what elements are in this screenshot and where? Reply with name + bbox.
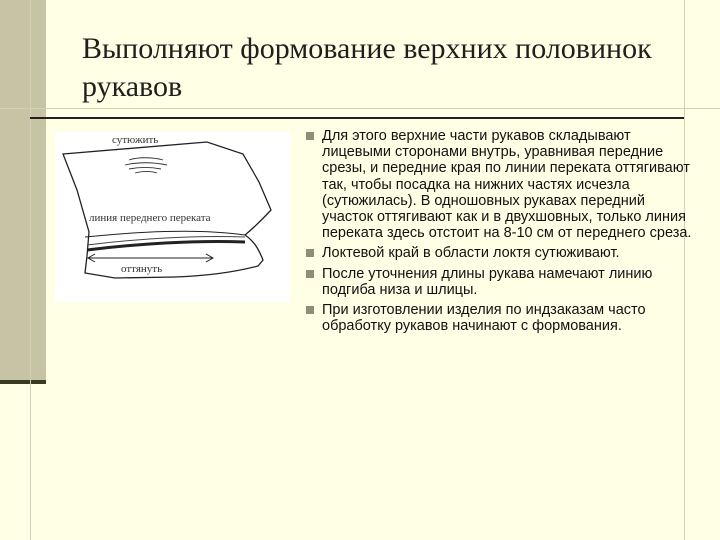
- left-accent-bar-edge: [0, 380, 46, 384]
- decorative-grid-line: [0, 108, 720, 109]
- left-accent-bar: [0, 0, 46, 383]
- bullet-text: После уточнения длины рукава намечают линию подгиба низа и шлицы.: [322, 265, 653, 298]
- slide-title: Выполняют формование верхних половинок рукавов: [82, 32, 652, 103]
- label-stretch: оттянуть: [121, 263, 163, 275]
- title-underline: [30, 117, 684, 119]
- square-bullet-icon: [306, 306, 314, 314]
- label-shrink: сутюжить: [112, 134, 159, 146]
- list-item: [306, 266, 696, 298]
- label-front-fold-line: линия переднего переката: [89, 212, 211, 224]
- decorative-grid-line: [30, 0, 31, 540]
- sleeve-diagram: [55, 132, 290, 302]
- square-bullet-icon: [306, 249, 314, 257]
- bullet-text: Для этого верхние части рукавов складывают лицевыми сторонами внутрь, уравнивая передние срезы, и передние края по линии переката оттягивают так, чтобы посадка на нижних частях исчезла (сутюжилась). В одношовных рукавах передний участок оттягивают как и в двухшовных, только линия переката здесь отстоит на 8-10 см от переднего среза.: [322, 128, 692, 242]
- bullet-text: Локтевой край в области локтя сутюживают.: [322, 245, 620, 262]
- square-bullet-icon: [306, 132, 314, 140]
- bullet-text: При изготовлении изделия по индзаказам часто обработку рукавов начинают с формования.: [322, 302, 646, 335]
- list-item: [306, 128, 696, 241]
- list-item: [306, 245, 696, 261]
- list-item: [306, 302, 696, 334]
- bullet-list: [306, 128, 696, 338]
- square-bullet-icon: [306, 270, 314, 278]
